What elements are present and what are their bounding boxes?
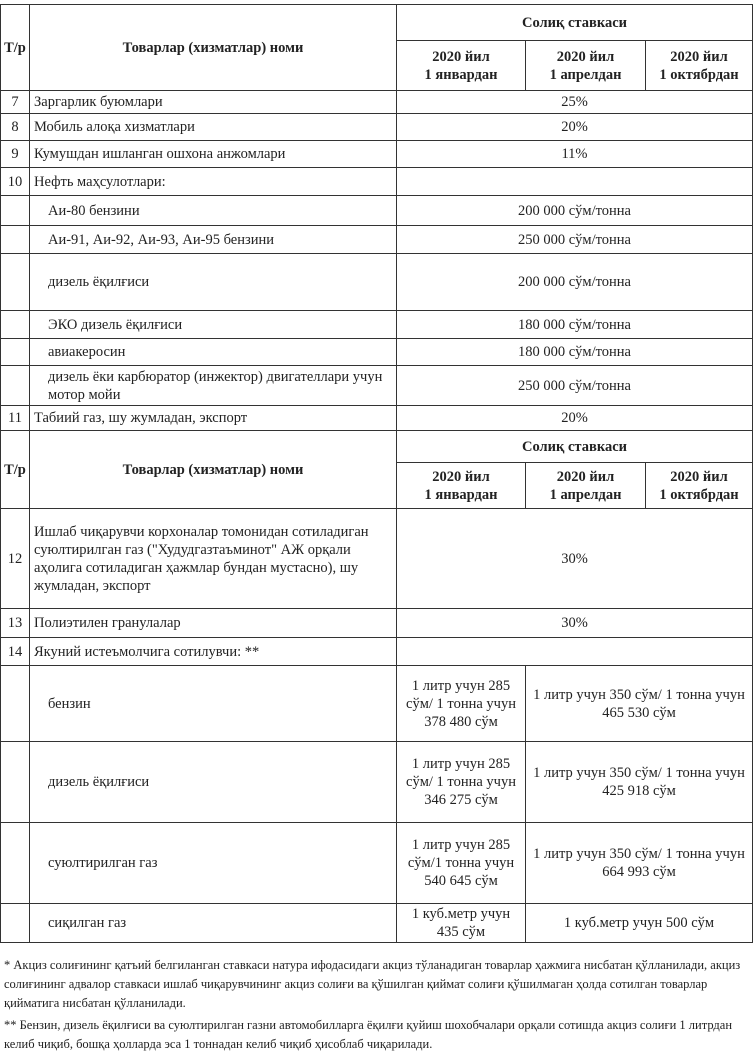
rate-apr: 1 литр учун 350 сўм/ 1 тонна учун 465 530 сўм [526,666,753,742]
row-name: Аи-80 бензини [30,196,397,226]
row-rate: 11% [397,141,753,168]
header-num: Т/р [1,431,30,509]
row-rate: 30% [397,609,753,638]
row-name: сиқилган газ [30,904,397,943]
row-name: Нефть маҳсулотлари: [30,168,397,196]
row-num [1,311,30,339]
row-num: 9 [1,141,30,168]
tax-table-part-1 [0,4,753,431]
row-num [1,196,30,226]
row-name: Якуний истеъмолчига сотилувчи: ** [30,638,397,666]
row-name: Табиий газ, шу жумладан, экспорт [30,406,397,431]
row-num [1,254,30,311]
row-num: 11 [1,406,30,431]
row-rate: 200 000 сўм/тонна [397,196,753,226]
rate-jan: 1 литр учун 285 сўм/ 1 тонна учун 378 480 сўм [397,666,526,742]
row-name: Мобиль алоқа хизматлари [30,114,397,141]
rate-apr: 1 литр учун 350 сўм/ 1 тонна учун 664 993 сўм [526,823,753,904]
row-num: 13 [1,609,30,638]
header-num: Т/р [1,5,30,91]
row-name: Заргарлик буюмлари [30,91,397,114]
header-apr: 2020 йил 1 апрелдан [526,463,646,509]
row-rate: 200 000 сўм/тонна [397,254,753,311]
header-apr: 2020 йил 1 апрелдан [526,41,646,91]
row-num [1,339,30,366]
row-rate: 250 000 сўм/тонна [397,366,753,406]
row-rate [397,638,753,666]
header-oct: 2020 йил 1 октябрдан [646,463,753,509]
row-rate: 25% [397,91,753,114]
row-name: Аи-91, Аи-92, Аи-93, Аи-95 бензини [30,226,397,254]
footnote-1: * Акциз солиғининг қатъий белгиланган ставкаси натура ифодасидаги акциз тўланадиган товарлар ҳажмига нисбатан қўлланилади, акциз солиғининг адвалор ставкаси ишлаб чиқарувчининг акциз солиғи ва қўшилган қиймат солиғи қўшилмаган ҳолда сотилган товарлар қийматига нисбатан қўлланилади. [4,958,741,1010]
row-name: суюлтирилган газ [30,823,397,904]
row-name: авиакеросин [30,339,397,366]
rate-apr: 1 литр учун 350 сўм/ 1 тонна учун 425 918 сўм [526,742,753,823]
row-num: 7 [1,91,30,114]
row-num: 10 [1,168,30,196]
header-name: Товарлар (хизматлар) номи [30,431,397,509]
row-name: дизель ёқилғиси [30,742,397,823]
tax-table-part-2 [0,430,753,943]
row-rate: 180 000 сўм/тонна [397,339,753,366]
row-num: 14 [1,638,30,666]
header-name: Товарлар (хизматлар) номи [30,5,397,91]
header-rate: Солиқ ставкаси [397,431,753,463]
footnote-2: ** Бензин, дизель ёқилғиси ва суюлтирилган газни автомобилларга ёқилғи қуйиш шохобчалари орқали сотишда акциз солиғи 1 литрдан келиб чиқиб, бошқа ҳолларда эса 1 тоннадан келиб чиқиб ҳисоблаб чиқарилади. [4,1018,733,1051]
header-oct: 2020 йил 1 октябрдан [646,41,753,91]
header-rate: Солиқ ставкаси [397,5,753,41]
row-rate: 20% [397,406,753,431]
row-num: 8 [1,114,30,141]
row-num [1,226,30,254]
row-name: ЭКО дизель ёқилғиси [30,311,397,339]
header-jan: 2020 йил 1 январдан [397,463,526,509]
row-name: дизель ёки карбюратор (инжектор) двигателлари учун мотор мойи [30,366,397,406]
rate-jan: 1 литр учун 285 сўм/ 1 тонна учун 346 275 сўм [397,742,526,823]
row-num [1,366,30,406]
row-name: Ишлаб чиқарувчи корхоналар томонидан сотиладиган суюлтирилган газ ("Худудгазтаъминот" АЖ орқали аҳолига сотиладиган ҳажмлар бундан мустасно), шу жумладан, экспорт [30,509,397,609]
rate-jan: 1 литр учун 285 сўм/1 тонна учун 540 645 сўм [397,823,526,904]
rate-jan: 1 куб.метр учун 435 сўм [397,904,526,943]
row-num: 12 [1,509,30,609]
row-name: бензин [30,666,397,742]
row-rate: 180 000 сўм/тонна [397,311,753,339]
row-name: Кумушдан ишланган ошхона анжомлари [30,141,397,168]
header-jan: 2020 йил 1 январдан [397,41,526,91]
row-rate: 250 000 сўм/тонна [397,226,753,254]
row-rate [397,168,753,196]
row-name: Полиэтилен гранулалар [30,609,397,638]
row-name: дизель ёқилғиси [30,254,397,311]
row-rate: 20% [397,114,753,141]
rate-apr: 1 куб.метр учун 500 сўм [526,904,753,943]
row-rate: 30% [397,509,753,609]
